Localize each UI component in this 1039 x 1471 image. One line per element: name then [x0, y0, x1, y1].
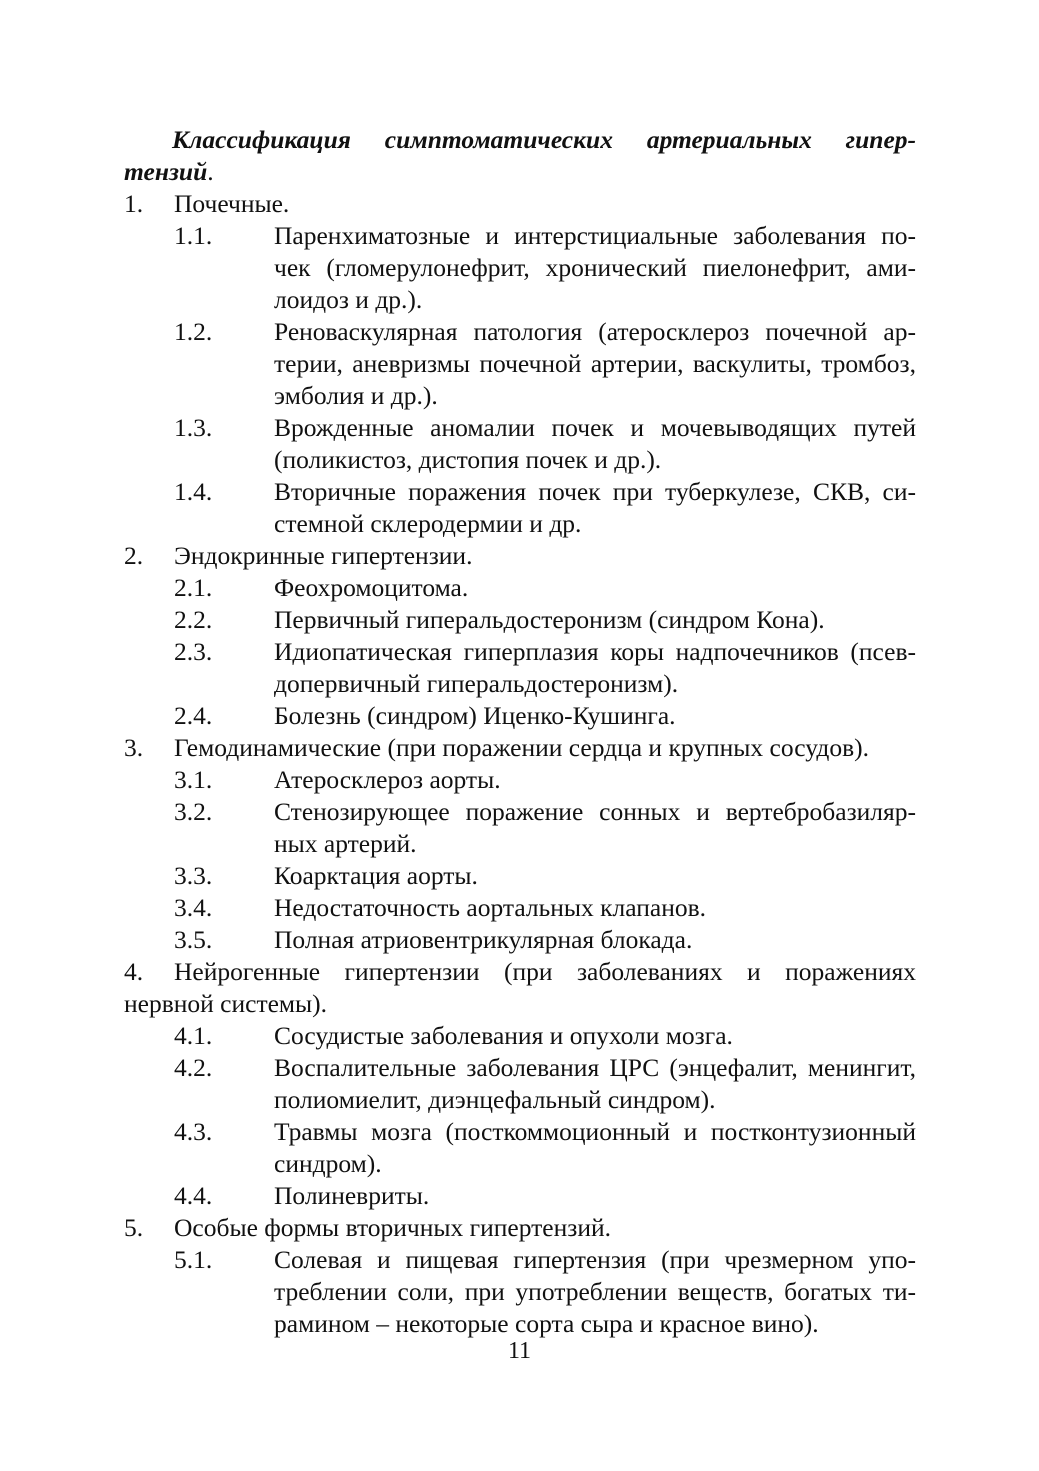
- sublist-item-number: 4.2.: [174, 1053, 213, 1082]
- sublist-item-3-3: [124, 860, 916, 892]
- sublist-item-line: Атеросклероз аорты.: [274, 765, 501, 794]
- list-item-number: 1.: [124, 189, 144, 218]
- page-number: 11: [507, 1338, 532, 1364]
- sublist-item-2-4: [124, 700, 916, 732]
- sublist-item-number: 4.3.: [174, 1117, 213, 1146]
- sublist-item-3-5: [124, 924, 916, 956]
- sublist-item-line: (поликистоз, дистопия почек и др.).: [274, 445, 662, 474]
- list-item-label: Эндокринные гипертензии.: [174, 541, 473, 570]
- sublist-item-line: Солевая и пищевая гипертензия (при чрезмерном упо-: [274, 1245, 916, 1274]
- sublist-item-line: Врожденные аномалии почек и мочевыводящих путей: [274, 413, 916, 442]
- sublist-item-3-2: [124, 796, 916, 860]
- list-item-3: [124, 732, 916, 764]
- sublist-item-line: Вторичные поражения почек при туберкулезе, СКВ, си-: [274, 477, 916, 506]
- sublist-item-number: 3.2.: [174, 797, 213, 826]
- sublist-item-number: 1.2.: [174, 317, 213, 346]
- sublist-item-2-2: [124, 604, 916, 636]
- sublist-item-line: эмболия и др.).: [274, 381, 438, 410]
- list-item-number: 2.: [124, 541, 144, 570]
- sublist-item-number: 3.4.: [174, 893, 213, 922]
- document-content: [124, 124, 916, 1340]
- sublist-item-line: Травмы мозга (посткоммоционный и постконтузионный: [274, 1117, 916, 1146]
- sublist-item-line: синдром).: [274, 1149, 382, 1178]
- sublist-item-line: Паренхиматозные и интерстициальные заболевания по-: [274, 221, 916, 250]
- sublist-item-number: 2.2.: [174, 605, 213, 634]
- sublist-item-3-4: [124, 892, 916, 924]
- classification-title: [124, 124, 916, 156]
- list-item-4: [124, 956, 916, 1020]
- sublist-item-2-3: [124, 636, 916, 700]
- sublist-item-number: 2.3.: [174, 637, 213, 666]
- sublist-item-number: 1.1.: [174, 221, 213, 250]
- list-item-label: Нейрогенные гипертензии (при заболеваниях и поражениях: [174, 957, 916, 986]
- sublist-item-number: 3.1.: [174, 765, 213, 794]
- sublist-item-line: Воспалительные заболевания ЦРС (энцефалит, менингит,: [274, 1053, 916, 1082]
- list-item-1: [124, 188, 916, 220]
- list-item-label: Особые формы вторичных гипертензий.: [174, 1213, 611, 1242]
- list-item-label: Почечные.: [174, 189, 290, 218]
- sublist-item-number: 3.5.: [174, 925, 213, 954]
- sublist-item-1-1: [124, 220, 916, 316]
- sublist-item-line: полиомиелит, диэнцефальный синдром).: [274, 1085, 716, 1114]
- sublist-item-number: 3.3.: [174, 861, 213, 890]
- sublist-item-line: ных артерий.: [274, 829, 417, 858]
- list-item-number: 4.: [124, 957, 144, 986]
- sublist-item-number: 4.1.: [174, 1021, 213, 1050]
- sublist-item-line: Стенозирующее поражение сонных и вертебробазиляр-: [274, 797, 916, 826]
- sublist-item-line: Полиневриты.: [274, 1181, 430, 1210]
- sublist-item-line: Полная атриовентрикулярная блокада.: [274, 925, 693, 954]
- sublist-item-line: лоидоз и др.).: [274, 285, 423, 314]
- title-line-1: Классификация симптоматических артериальных гипер-: [172, 125, 916, 154]
- list-item-label: Гемодинамические (при поражении сердца и крупных сосудов).: [174, 733, 870, 762]
- sublist-item-number: 1.3.: [174, 413, 213, 442]
- sublist-item-3-1: [124, 764, 916, 796]
- sublist-item-5-1: [124, 1244, 916, 1340]
- sublist-item-4-1: [124, 1020, 916, 1052]
- sublist-item-2-1: [124, 572, 916, 604]
- list-item-5: [124, 1212, 916, 1244]
- sublist-item-1-4: [124, 476, 916, 540]
- list-item-number: 3.: [124, 733, 144, 762]
- sublist-item-line: допервичный гиперальдостеронизм).: [274, 669, 679, 698]
- sublist-item-line: рамином – некоторые сорта сыра и красное вино).: [274, 1309, 819, 1338]
- sublist-item-line: Реноваскулярная патология (атеросклероз почечной ар-: [274, 317, 916, 346]
- list-item-2: [124, 540, 916, 572]
- title-period: .: [207, 157, 214, 186]
- list-item-label: нервной системы).: [124, 989, 328, 1018]
- sublist-item-line: Идиопатическая гиперплазия коры надпочечников (псев-: [274, 637, 916, 666]
- sublist-item-1-3: [124, 412, 916, 476]
- sublist-item-line: Недостаточность аортальных клапанов.: [274, 893, 707, 922]
- sublist-item-4-4: [124, 1180, 916, 1212]
- sublist-item-number: 5.1.: [174, 1245, 213, 1274]
- sublist-item-line: Сосудистые заболевания и опухоли мозга.: [274, 1021, 733, 1050]
- sublist-item-1-2: [124, 316, 916, 412]
- sublist-item-number: 4.4.: [174, 1181, 213, 1210]
- sublist-item-line: стемной склеродермии и др.: [274, 509, 582, 538]
- title-line-2: тензий: [124, 157, 208, 186]
- sublist-item-number: 2.4.: [174, 701, 213, 730]
- sublist-item-number: 2.1.: [174, 573, 213, 602]
- sublist-item-line: Коарктация аорты.: [274, 861, 478, 890]
- list-item-number: 5.: [124, 1213, 144, 1242]
- sublist-item-number: 1.4.: [174, 477, 213, 506]
- sublist-item-line: терии, аневризмы почечной артерии, васкулиты, тромбоз,: [274, 349, 916, 378]
- sublist-item-line: Первичный гиперальдостеронизм (синдром Кона).: [274, 605, 825, 634]
- sublist-item-line: чек (гломерулонефрит, хронический пиелонефрит, ами-: [274, 253, 916, 282]
- sublist-item-line: Феохромоцитома.: [274, 573, 469, 602]
- sublist-item-line: Болезнь (синдром) Иценко-Кушинга.: [274, 701, 676, 730]
- classification-title-cont: [124, 156, 916, 188]
- sublist-item-4-2: [124, 1052, 916, 1116]
- sublist-item-line: треблении соли, при употреблении веществ, богатых ти-: [274, 1277, 916, 1306]
- sublist-item-4-3: [124, 1116, 916, 1180]
